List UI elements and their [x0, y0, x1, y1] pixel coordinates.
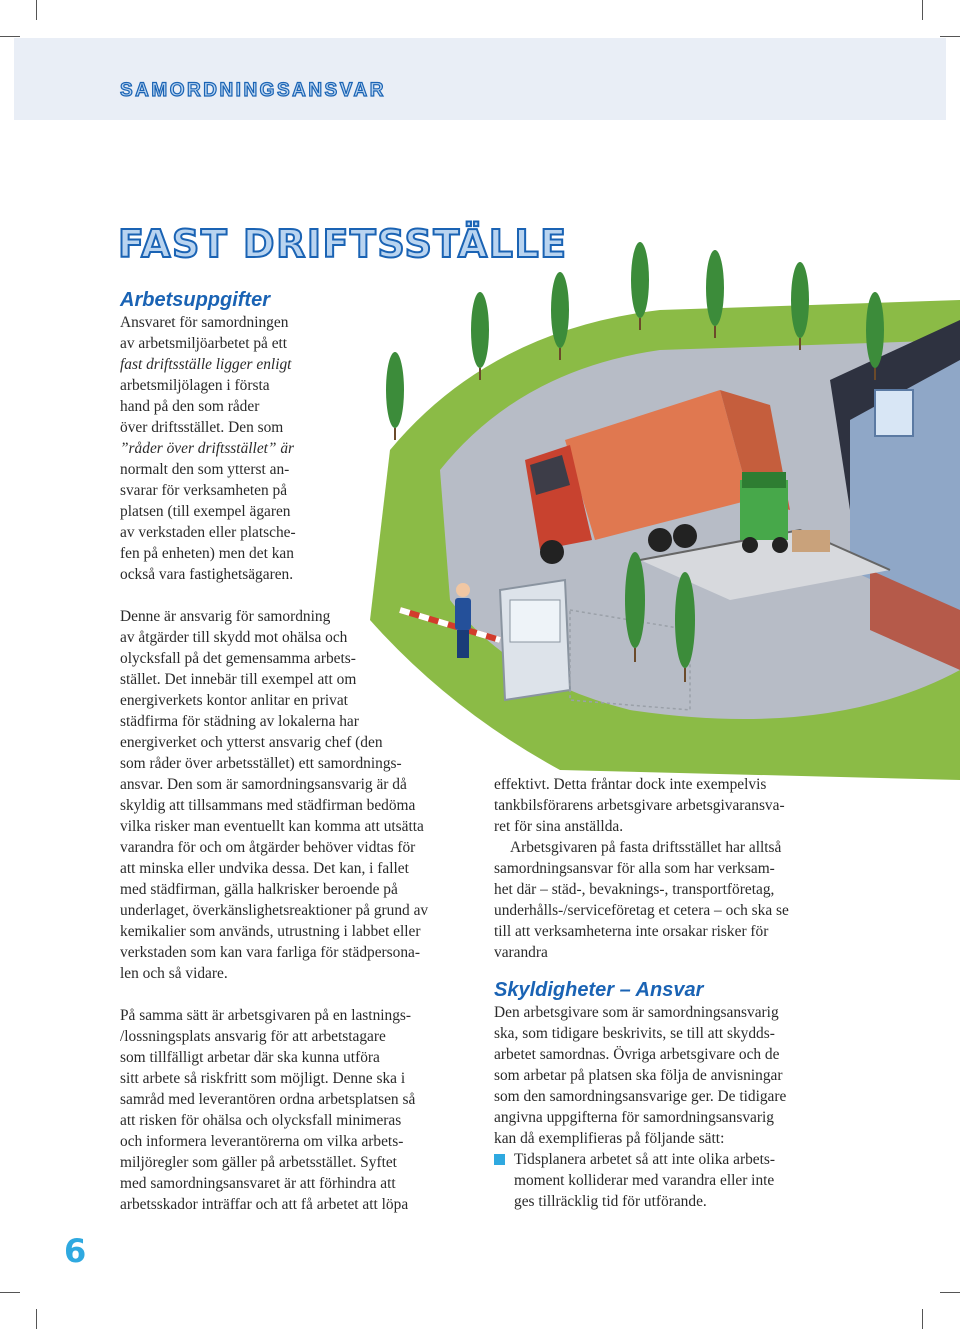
text-line: normalt den som ytterst an-	[120, 461, 290, 478]
text-line: kan då exemplifieras på följande sätt:	[494, 1130, 725, 1147]
crop-mark	[922, 1309, 923, 1329]
forklift-cab	[742, 472, 786, 488]
text-line: energiverkets kontor anlitar en privat	[120, 692, 348, 709]
text-line: hand på den som råder	[120, 398, 260, 415]
text-line: av åtgärder till skydd mot ohälsa och	[120, 629, 348, 646]
crop-mark	[0, 36, 20, 37]
text-line: att risken för ohälsa och olycksfall minimeras	[120, 1112, 402, 1129]
paragraph-3	[120, 1005, 480, 1215]
text-line: som arbetar på platsen ska följa de anvisningar	[494, 1067, 783, 1084]
text-line: moment kolliderar med varandra eller inte	[514, 1172, 775, 1189]
text-line: samordningsansvar för alla som har verksam-	[494, 860, 775, 877]
bullet-list	[494, 1149, 844, 1212]
paragraph-2	[120, 606, 480, 984]
crop-mark	[36, 1309, 37, 1329]
text-line: Tidsplanera arbetet så att inte olika arbets-	[514, 1151, 775, 1168]
text-line: Ansvaret för samordningen	[120, 314, 289, 331]
text-line: tankbilsförarens arbetsgivare arbetsgivaransva-	[494, 797, 785, 814]
text-line: kemikalier som används, utrustning i labbet eller	[120, 923, 421, 940]
crop-mark	[922, 0, 923, 20]
text-line: svarar för verksamheten på	[120, 482, 288, 499]
text-line: varandra för och om åtgärder behöver vidtas för	[120, 839, 416, 856]
pallet-box	[792, 530, 830, 552]
text-line: /lossningsplats ansvarig för att arbetstagare	[120, 1028, 386, 1045]
text-line: med samordningsansvaret är att förhindra att	[120, 1175, 396, 1192]
text-line: På samma sätt är arbetsgivaren på en lastnings-	[120, 1007, 412, 1024]
text-line: energiverket och ytterst ansvarig chef (den	[120, 734, 383, 751]
bullet-square-icon	[494, 1154, 505, 1165]
text-line: till att verksamheterna inte orsakar risker för	[494, 923, 769, 940]
text-line: Arbetsgivaren på fasta driftsstället har alltså	[510, 839, 782, 856]
text-line: olycksfall på det gemensamma arbets-	[120, 650, 356, 667]
paragraph-continued	[494, 774, 844, 837]
text-line: som den samordningsansvarige ger. De tidigare	[494, 1088, 787, 1105]
text-line: len och så vidare.	[120, 965, 228, 982]
forklift	[740, 480, 788, 540]
text-line: ansvar. Den som är samordningsansvarig är då	[120, 776, 407, 793]
text-line: miljöregler som gäller på arbetsstället. Syftet	[120, 1154, 397, 1171]
text-line: också vara fastighetsägaren.	[120, 566, 294, 583]
crop-mark	[36, 0, 37, 20]
forklift-wheel	[742, 537, 758, 553]
text-line: med städfirman, gälla halkrisker beroende på	[120, 881, 398, 898]
paragraph-arbetsgivaren	[494, 837, 844, 963]
paragraph-samordningsansvarig	[494, 1002, 844, 1149]
text-line: underhålls-/serviceföretag et cetera – och ska se	[494, 902, 789, 919]
text-line: arbetet samordnas. Övriga arbetsgivare och de	[494, 1046, 780, 1063]
text-line: platsen (till exempel ägaren	[120, 503, 291, 520]
text-line: ska, som tidigare beskrivits, se till att skydds-	[494, 1025, 775, 1042]
text-line: underlaget, överkänslighetsreaktioner på grund av	[120, 902, 429, 919]
truck-wheel	[673, 524, 697, 548]
column-1-body	[120, 606, 480, 1215]
column-2-body	[494, 774, 844, 1212]
text-line: skyldig att tillsammans med städfirman bedöma	[120, 797, 416, 814]
booth-window	[510, 600, 560, 642]
heading-arbetsuppgifter: Arbetsuppgifter	[120, 289, 270, 311]
text-line: av verkstaden eller platsche-	[120, 524, 296, 541]
crop-mark	[940, 36, 960, 37]
building-window	[875, 390, 913, 436]
text-line: och informera leverantörerna om vilka arbets-	[120, 1133, 404, 1150]
paragraph-1	[120, 312, 360, 585]
forklift-wheel	[772, 537, 788, 553]
text-line: arbetsmiljölagen i första	[120, 377, 270, 394]
text-line: som råder över arbetsstället) ett samordnings-	[120, 755, 402, 772]
text-line: effektivt. Detta fråntar dock inte exempelvis	[494, 776, 767, 793]
header-band	[14, 38, 946, 120]
section-label: SAMORDNINGSANSVAR	[120, 80, 386, 101]
text-line: varandra	[494, 944, 548, 961]
text-line: städfirma för städning av lokalerna har	[120, 713, 359, 730]
text-line: att minska eller undvika dessa. Det kan, i fallet	[120, 860, 409, 877]
list-item	[494, 1149, 844, 1212]
text-line: samråd med leverantören ordna arbetsplatsen så	[120, 1091, 416, 1108]
text-line: Denne är ansvarig för samordning	[120, 608, 331, 625]
text-line: het där – städ-, bevaknings-, transportföretag,	[494, 881, 775, 898]
text-line: stället. Det innebär till exempel att om	[120, 671, 357, 688]
text-line: Den arbetsgivare som är samordningsansvarig	[494, 1004, 779, 1021]
text-line: ret för sina anställda.	[494, 818, 624, 835]
text-line: som tillfälligt arbetar där ska kunna utföra	[120, 1049, 380, 1066]
text-line: verkstaden som kan vara farliga för städpersona-	[120, 944, 420, 961]
page-number: 6	[64, 1232, 87, 1270]
text-line: av arbetsmiljöarbetet på ett	[120, 335, 288, 352]
crop-mark	[0, 1292, 20, 1293]
text-line: fen på enheten) men det kan	[120, 545, 294, 562]
text-line: angivna uppgifterna för samordningsansvarig	[494, 1109, 774, 1126]
truck-wheel	[648, 528, 672, 552]
text-line: fast driftsställe ligger enligt	[120, 356, 292, 373]
guard-head	[456, 583, 470, 597]
text-line: vilka risker man eventuellt kan komma att utsätta	[120, 818, 424, 835]
truck-wheel	[540, 540, 564, 564]
heading-skyldigheter: Skyldigheter – Ansvar	[494, 979, 704, 1001]
page-title: FAST DRIFTSSTÄLLE	[118, 222, 568, 266]
text-line: ”råder över driftsstället” är	[120, 440, 295, 457]
text-line: ges tillräcklig tid för utförande.	[514, 1193, 707, 1210]
text-line: sitt arbete så riskfritt som möjligt. Denne ska i	[120, 1070, 406, 1087]
crop-mark	[940, 1292, 960, 1293]
section-arbetsuppgifter	[120, 289, 360, 585]
text-line: över driftsstället. Den som	[120, 419, 284, 436]
text-line: arbetsskador inträffar och att få arbetet att löpa	[120, 1196, 409, 1213]
